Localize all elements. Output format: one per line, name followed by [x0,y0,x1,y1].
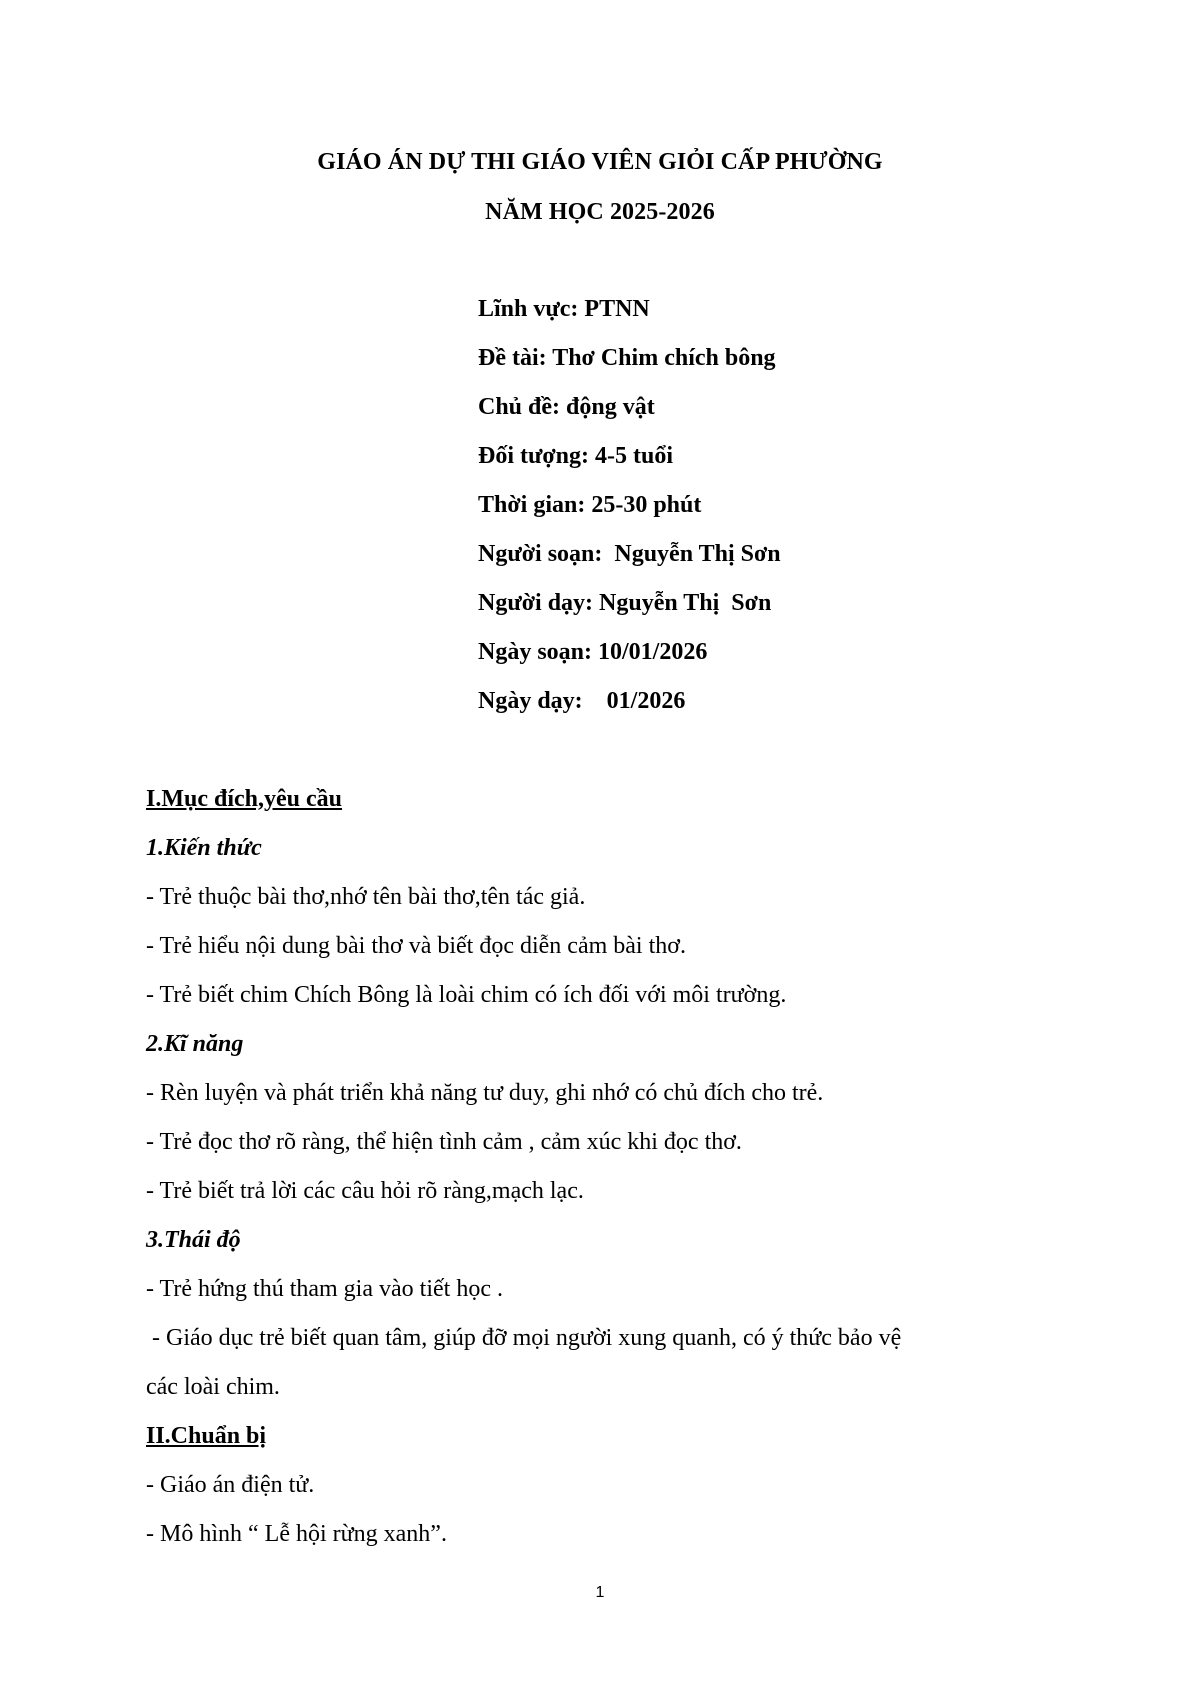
info-topic: Đề tài: Thơ Chim chích bông [478,345,776,371]
info-prepared-date: Ngày soạn: 10/01/2026 [478,639,708,665]
section-heading-objectives: I.Mục đích,yêu cầu [146,786,343,812]
school-year-title: NĂM HỌC 2025-2026 [485,199,715,225]
list-item: - Trẻ biết chim Chích Bông là loài chim có ích đối với môi trường. [146,982,787,1008]
info-teaching-date: Ngày dạy: 01/2026 [478,688,686,714]
info-duration: Thời gian: 25-30 phút [478,492,702,518]
list-item: - Trẻ biết trả lời các câu hỏi rõ ràng,mạch lạc. [146,1178,584,1204]
info-teacher: Người dạy: Nguyễn Thị Sơn [478,590,772,616]
list-item: - Trẻ hứng thú tham gia vào tiết học . [146,1276,503,1302]
document-title: GIÁO ÁN DỰ THI GIÁO VIÊN GIỎI CẤP PHƯỜNG [317,149,883,175]
list-item: - Rèn luyện và phát triển khả năng tư duy, ghi nhớ có chủ đích cho trẻ. [146,1080,824,1106]
list-item: - Trẻ thuộc bài thơ,nhớ tên bài thơ,tên tác giả. [146,884,586,910]
lesson-content [146,783,1046,1567]
list-item: - Mô hình “ Lễ hội rừng xanh”. [146,1521,447,1547]
page-number: 1 [595,1584,605,1601]
info-author: Người soạn: Nguyễn Thị Sơn [478,541,781,567]
info-field: Lĩnh vực: PTNN [478,296,650,322]
subsection-heading-skills: 2.Kĩ năng [146,1031,244,1057]
list-item: - Trẻ đọc thơ rõ ràng, thể hiện tình cảm , cảm xúc khi đọc thơ. [146,1129,742,1155]
subsection-heading-attitude: 3.Thái độ [146,1227,241,1253]
info-target-age: Đối tượng: 4-5 tuổi [478,443,674,469]
info-theme: Chủ đề: động vật [478,394,655,420]
lesson-info-block [478,293,781,734]
subsection-heading-knowledge: 1.Kiến thức [146,835,262,861]
section-heading-preparation: II.Chuẩn bị [146,1423,267,1449]
list-item: các loài chim. [146,1374,280,1400]
list-item: - Trẻ hiểu nội dung bài thơ và biết đọc diễn cảm bài thơ. [146,933,686,959]
list-item: - Giáo án điện tử. [146,1472,315,1498]
list-item: - Giáo dục trẻ biết quan tâm, giúp đỡ mọi người xung quanh, có ý thức bảo vệ [146,1325,902,1351]
